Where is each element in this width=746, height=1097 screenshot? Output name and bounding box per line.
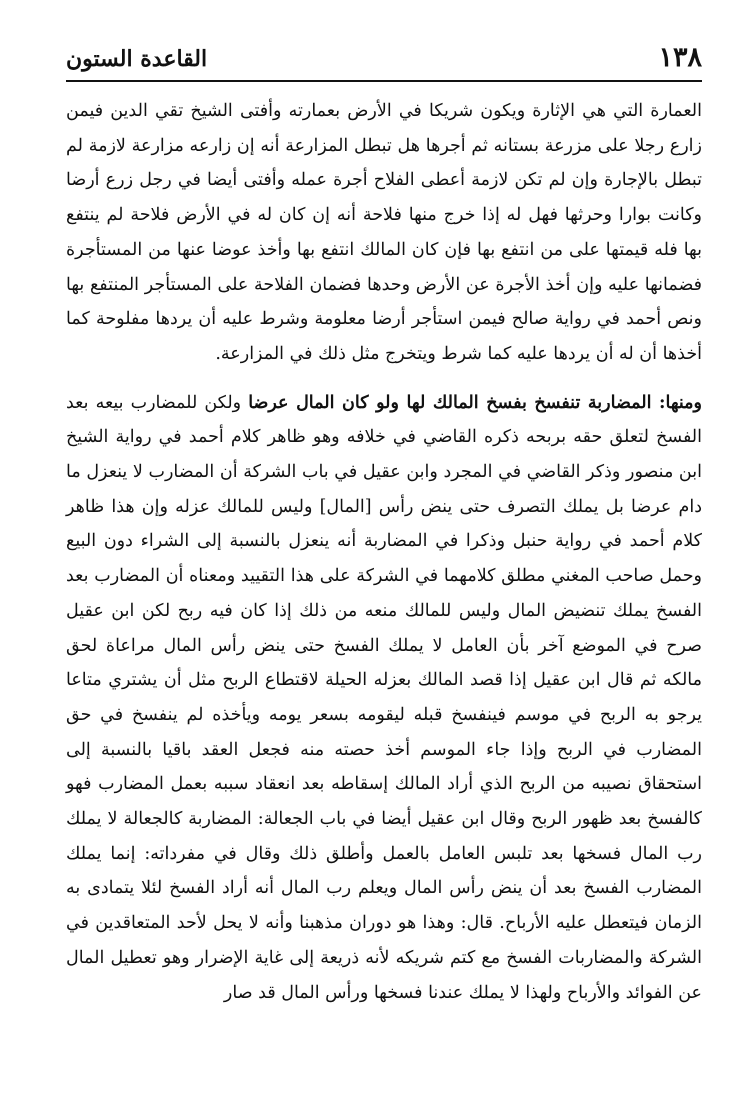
running-title: القاعدة الستون [66, 46, 208, 72]
paragraph-2 [66, 386, 702, 1011]
paragraph-1 [66, 94, 702, 372]
paragraph-2-text: ولكن للمضارب بيعه بعد الفسخ لتعلق حقه بربحه ذكره القاضي في خلافه وهو ظاهر كلام أحمد في رواية الشيخ ابن منصور وذكر القاضي في المجرد وابن عقيل في باب الشركة أن المضارب لا ينعزل ما دام عرضا بل يملك التصرف حتى ينض رأس [المال] وليس للمالك عزله وإن هذا ظاهر كلام أحمد في رواية حنبل وذكرا في المضاربة أنه ينعزل بالنسبة إلى الشراء دون البيع وحمل صاحب المغني مطلق كلامهما في الشركة على هذا التقييد ومعناه أن المضارب بعد الفسخ يملك تنضيض المال وليس للمالك منعه من ذلك إذا كان فيه ربح لكن ابن عقيل صرح في الموضع آخر بأن العامل لا يملك الفسخ حتى ينض رأس المال مراعاة لحق مالكه ثم قال ابن عقيل إذا قصد المالك بعزله الحيلة لاقتطاع الربح مثل أن يشتري متاعا يرجو به الربح في موسم فينفسخ قبله ليقومه بسعر يومه ويأخذه لم ينفسخ في حق المضارب في الربح وإذا جاء الموسم أخذ حصته منه فجعل العقد باقيا بالنسبة إلى استحقاق نصيبه من الربح الذي أراد المالك إسقاطه بعد انعقاد سببه بعمل المضارب فهو كالفسخ بعد ظهور الربح وقال ابن عقيل أيضا في باب الجعالة: المضاربة كالجعالة لا يملك رب المال فسخها بعد تلبس العامل بالعمل وأطلق ذلك وقال في مفرداته: إنما يملك المضارب الفسخ بعد أن ينض رأس المال ويعلم رب المال أنه أراد الفسخ لئلا يتمادى به الزمان فيتعطل عليه الأرباح. قال: وهذا هو دوران مذهبنا وأنه لا يحل لأحد المتعاقدين في الشركة والمضاربات الفسخ مع كتم شريكه لأنه ذريعة إلى غاية الإضرار وهو تعطيل المال عن الفوائد والأرباح ولهذا لا يملك عندنا فسخها ورأس المال قد صار [66, 392, 702, 1003]
paragraph-1-text: العمارة التي هي الإثارة ويكون شريكا في الأرض بعمارته وأفتى الشيخ تقي الدين فيمن زارع رجلا على مزرعة بستانه ثم أجرها هل تبطل المزارعة أنه إن زارعه مزارعة لازمة لم تبطل بالإجارة وإن لم تكن لازمة أعطى الفلاح أجرة عمله وأفتى أيضا في رجل زرع أرضا وكانت بوارا وحرثها فهل له إذا خرج منها فلاحة أنه إن كان له في الأرض فلاحة لم ينتفع بها فله قيمتها على من انتفع بها فإن كان المالك انتفع بها وأخذ عوضا عنها من المستأجرة فضمانها عليه وإن أخذ الأجرة عن الأرض وحدها فضمان الفلاحة على المستأجر المنتفع بها ونص أحمد في رواية صالح فيمن استأجر أرضا معلومة وشرط عليه أن يردها مفلوحة كما أخذها أن له أن يردها عليه كما شرط ويتخرج مثل ذلك في المزارعة. [66, 101, 703, 364]
book-page [66, 40, 702, 1010]
page-body [66, 94, 702, 1010]
page-number: ١٣٨ [658, 42, 702, 73]
page-header [66, 40, 702, 82]
paragraph-2-lead: ومنها: المضاربة تنفسخ بفسخ المالك لها ولو كان المال عرضا [248, 392, 703, 413]
